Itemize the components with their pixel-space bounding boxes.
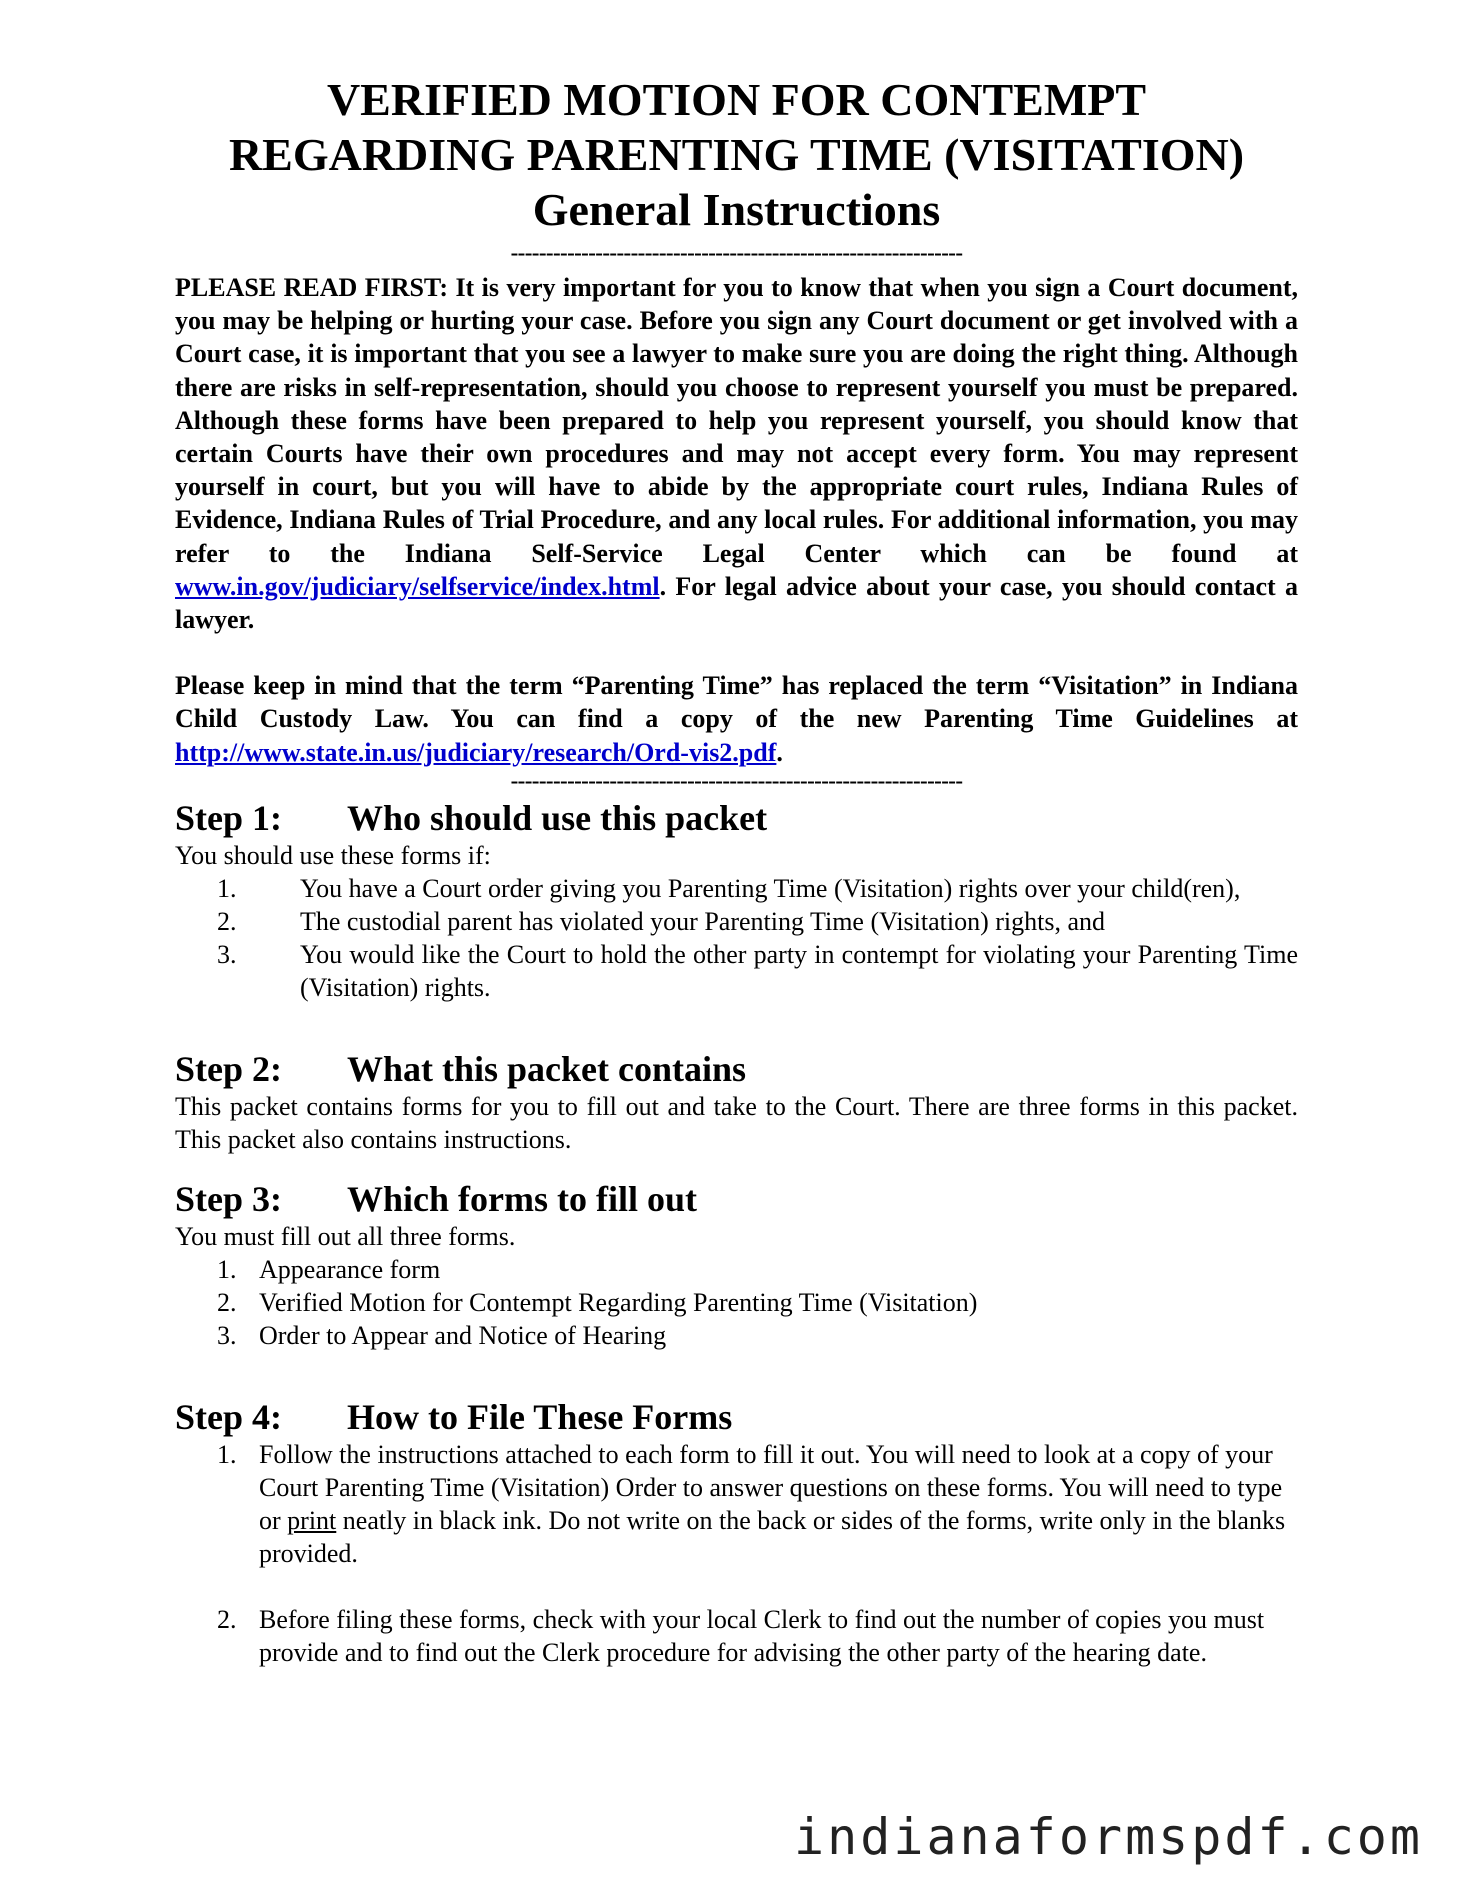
step-number: Step 4: — [175, 1396, 282, 1437]
list-item — [175, 938, 1298, 1004]
list-text: Appearance form — [259, 1254, 441, 1284]
list-item — [175, 872, 1298, 905]
list-text — [259, 1438, 1298, 1570]
list-number: 3. — [217, 1320, 237, 1350]
list-text: Before filing these forms, check with your local Clerk to find out the number of copies you must provide and to find out the Clerk procedure for advising the other party of the hearing date. — [259, 1604, 1265, 1667]
step-number: Step 2: — [175, 1048, 282, 1089]
list-number: 1. — [217, 1254, 237, 1284]
list-text: You would like the Court to hold the other party in contempt for violating your Parenting Time (Visitation) rights. — [300, 939, 1298, 1002]
step-1-section — [175, 797, 1298, 1004]
step-number: Step 1: — [175, 797, 282, 838]
list-number: 2. — [217, 1287, 237, 1317]
step-2-intro: This packet contains forms for you to fill out and take to the Court. There are three forms in this packet. This packet also contains instructions. — [175, 1091, 1298, 1154]
list-number: 2. — [217, 906, 237, 936]
list-item — [175, 1603, 1298, 1669]
parenting-note-end: . — [776, 737, 783, 767]
step-4-list — [175, 1438, 1298, 1669]
list-text: Verified Motion for Contempt Regarding Parenting Time (Visitation) — [259, 1287, 978, 1317]
step-3-heading — [175, 1178, 1298, 1220]
notice-text-end: . For legal advice about your case, you should contact a lawyer. — [175, 571, 1298, 635]
step-3-intro: You must fill out all three forms. — [175, 1221, 516, 1251]
list-item — [175, 1438, 1298, 1570]
guidelines-link[interactable]: http://www.state.in.us/judiciary/research/Ord-vis2.pdf — [175, 737, 777, 767]
step-2-section — [175, 1048, 1298, 1156]
step-1-list — [175, 872, 1298, 1004]
step-4-section — [175, 1396, 1298, 1669]
notice-paragraph — [175, 271, 1298, 636]
list-number: 1. — [217, 873, 237, 903]
document-title-line-1: VERIFIED MOTION FOR CONTEMPT — [326, 74, 1147, 125]
list-item — [175, 1286, 1298, 1319]
document-page — [175, 72, 1298, 1669]
list-item — [175, 1319, 1298, 1352]
underlined-word: print — [287, 1505, 337, 1535]
separator-bottom: ---------------------------------------------------------------- — [510, 772, 963, 789]
step-title: Who should use this packet — [347, 797, 768, 838]
list-text-part: Follow the instructions attached to each form to fill it out. You will need to look at a copy of your Court Parenting Time (Visitation) Order to answer questions on these forms. You will need to type or — [259, 1439, 1283, 1535]
list-item — [175, 905, 1298, 938]
list-number: 2. — [217, 1604, 237, 1634]
list-text-part: neatly in black ink. Do not write on the back or sides of the forms, write only in the blanks provided. — [259, 1505, 1286, 1568]
step-3-section — [175, 1178, 1298, 1352]
watermark-text: indianaformspdf.com — [794, 1808, 1423, 1866]
step-title: How to File These Forms — [347, 1396, 733, 1437]
step-title: What this packet contains — [347, 1048, 747, 1089]
parenting-time-note — [175, 669, 1298, 769]
step-2-heading — [175, 1048, 1298, 1090]
list-text: The custodial parent has violated your Parenting Time (Visitation) rights, and — [300, 906, 1106, 936]
list-number: 3. — [217, 939, 237, 969]
step-3-list — [175, 1253, 1298, 1352]
document-title-line-3: General Instructions — [532, 184, 941, 235]
self-service-link[interactable]: www.in.gov/judiciary/selfservice/index.html — [175, 571, 660, 601]
parenting-note-text: Please keep in mind that the term “Parenting Time” has replaced the term “Visitation” in Indiana Child Custody Law. You can find a copy of the new Parenting Time Guidelines at — [175, 671, 1298, 734]
step-number: Step 3: — [175, 1178, 282, 1219]
step-1-intro: You should use these forms if: — [175, 840, 491, 870]
notice-text: PLEASE READ FIRST: It is very important for you to know that when you sign a Court document, you may be helping or hurting your case. Before you sign any Court document or get involved with a Court case, it is important that you see a lawyer to make sure you are doing the right thing. Although there are risks in self-representation, should you choose to represent yourself you must be prepared. Although these forms have been prepared to help you represent yourself, you should know that certain Courts have their own procedures and may not accept every form. You may represent yourself in court, but you will have to abide by the appropriate court rules, Indiana Rules of Evidence, Indiana Rules of Trial Procedure, and any local rules. For additional information, you may refer to the Indiana Self-Service Legal Center which can be found at — [175, 273, 1298, 568]
separator-top: ---------------------------------------------------------------- — [510, 245, 963, 261]
step-title: Which forms to fill out — [347, 1178, 697, 1219]
document-title-line-2: REGARDING PARENTING TIME (VISITATION) — [228, 129, 1245, 180]
list-text: You have a Court order giving you Parenting Time (Visitation) rights over your child(ren), — [300, 873, 1241, 903]
list-text: Order to Appear and Notice of Hearing — [259, 1320, 667, 1350]
list-number: 1. — [217, 1439, 237, 1469]
step-4-heading — [175, 1396, 1298, 1438]
step-1-heading — [175, 797, 1298, 839]
list-item — [175, 1253, 1298, 1286]
